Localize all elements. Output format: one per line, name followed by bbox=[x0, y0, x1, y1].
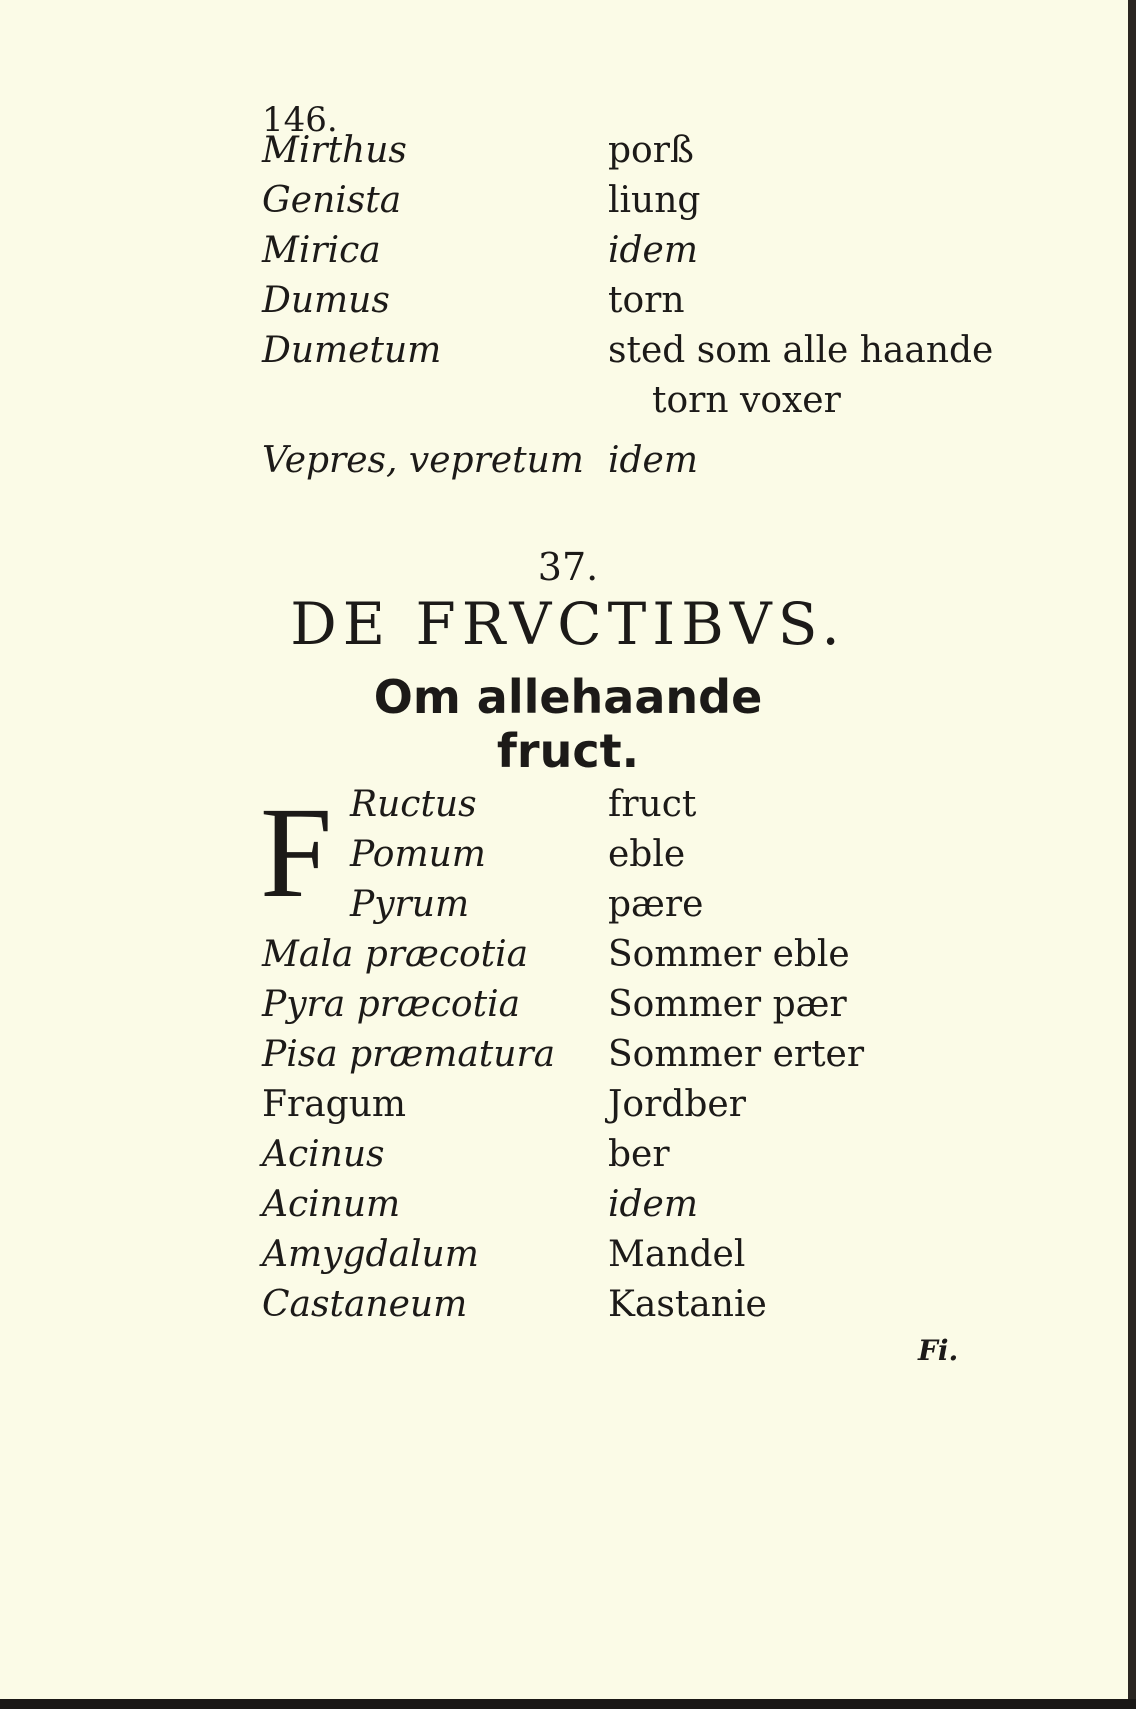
danish-term: idem bbox=[608, 230, 698, 271]
danish-term: pære bbox=[608, 884, 704, 925]
danish-term: Mandel bbox=[608, 1234, 746, 1275]
latin-term: Dumetum bbox=[262, 330, 442, 371]
catchword: Fi. bbox=[918, 1334, 959, 1367]
chapter-subtitle-line-1: Om allehaande bbox=[373, 670, 763, 724]
list-item bbox=[262, 830, 1022, 880]
list-item bbox=[262, 880, 1022, 930]
scan-edge-bottom bbox=[0, 1699, 1136, 1709]
danish-term: ber bbox=[608, 1134, 670, 1175]
list-item bbox=[262, 1230, 1022, 1280]
page-number: 146. bbox=[262, 100, 338, 140]
list-item bbox=[262, 1130, 1022, 1180]
latin-term: Pyrum bbox=[350, 884, 470, 925]
latin-term: Castaneum bbox=[262, 1284, 468, 1325]
danish-term-continuation: torn voxer bbox=[652, 380, 841, 421]
danish-term: fruct bbox=[608, 784, 697, 825]
latin-term: Ructus bbox=[350, 784, 477, 825]
list-item bbox=[262, 176, 1022, 226]
list-item bbox=[262, 376, 1022, 426]
drop-cap-initial: F bbox=[260, 781, 333, 925]
list-item bbox=[262, 226, 1022, 276]
danish-term: eble bbox=[608, 834, 686, 875]
latin-term: Pomum bbox=[350, 834, 486, 875]
latin-term: Mirthus bbox=[262, 130, 407, 171]
list-item bbox=[262, 1030, 1022, 1080]
latin-term: Pisa præmatura bbox=[262, 1034, 556, 1075]
danish-term: idem bbox=[608, 1184, 698, 1225]
chapter-number: 37. bbox=[537, 545, 599, 589]
latin-term: Fragum bbox=[262, 1084, 407, 1125]
list-item bbox=[262, 1280, 1022, 1330]
chapter-title: DE FRVCTIBVS. bbox=[290, 590, 846, 658]
list-item bbox=[262, 436, 1022, 486]
list-item bbox=[262, 930, 1022, 980]
list-item bbox=[262, 1080, 1022, 1130]
list-item bbox=[262, 780, 1022, 830]
chapter-subtitle-line-2: fruct. bbox=[496, 724, 640, 778]
list-item bbox=[262, 326, 1022, 376]
list-item bbox=[262, 276, 1022, 326]
latin-term: Mala præcotia bbox=[262, 934, 529, 975]
danish-term: sted som alle haande bbox=[608, 330, 994, 371]
scan-edge-right bbox=[1128, 0, 1136, 1709]
list-item bbox=[262, 980, 1022, 1030]
latin-term: Genista bbox=[262, 180, 402, 221]
latin-term: Dumus bbox=[262, 280, 390, 321]
danish-term: Sommer pær bbox=[608, 984, 847, 1025]
danish-term: idem bbox=[608, 440, 698, 481]
latin-term: Amygdalum bbox=[262, 1234, 479, 1275]
list-item bbox=[262, 1180, 1022, 1230]
list-item bbox=[262, 126, 1022, 176]
danish-term: liung bbox=[608, 180, 701, 221]
danish-term: Sommer eble bbox=[608, 934, 850, 975]
latin-term: Acinus bbox=[262, 1134, 385, 1175]
latin-term: Vepres, vepretum bbox=[262, 440, 584, 481]
danish-term: torn bbox=[608, 280, 685, 321]
latin-term: Mirica bbox=[262, 230, 381, 271]
latin-term: Acinum bbox=[262, 1184, 401, 1225]
danish-term: Kastanie bbox=[608, 1284, 767, 1325]
latin-term: Pyra præcotia bbox=[262, 984, 521, 1025]
danish-term: Sommer erter bbox=[608, 1034, 865, 1075]
danish-term: Jordber bbox=[608, 1084, 746, 1125]
danish-term: porß bbox=[608, 130, 694, 171]
